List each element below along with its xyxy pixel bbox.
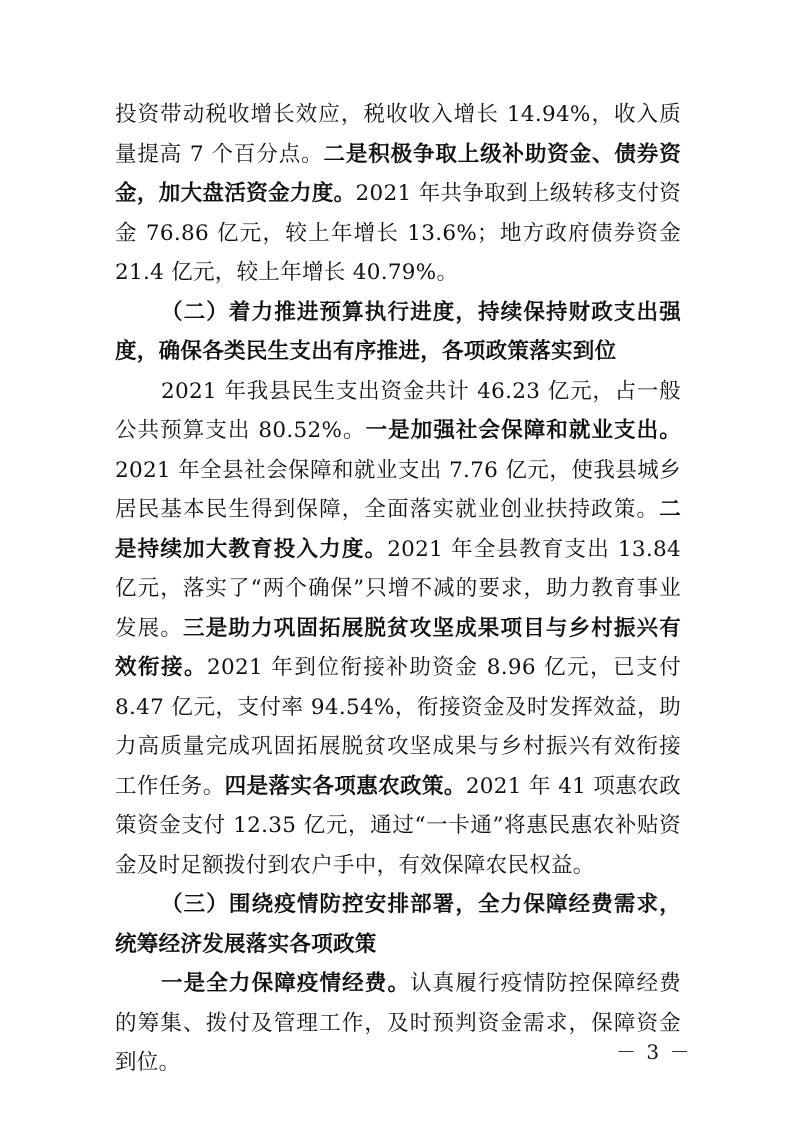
paragraph-epidemic-funding <box>115 964 681 1083</box>
text-run-bold: 二是积极争取上级补助资金、债券资金，加大盘活资金力度。 <box>115 141 681 206</box>
paragraph-livelihood-spending <box>115 372 681 886</box>
section-heading-3 <box>115 885 681 964</box>
text-run: 2021 年到位衔接补助资金 8.96 亿元，已支付 8.47 亿元，支付率 94.54%，衔接资金及时发挥效益，助力高质量完成巩固拓展脱贫攻坚成果与乡村振兴有效衔接工作任务。 <box>115 655 681 799</box>
text-run: 2021 年全县社会保障和就业支出 7.76 亿元，使我县城乡居民基本民生得到保障，全面落实就业创业扶持政策。 <box>115 457 681 522</box>
text-run: 认真履行疫情防控保障经费的筹集、拨付及管理工作，及时预判资金需求，保障资金到位。 <box>115 971 681 1075</box>
text-run-bold: 一是加强社会保障和就业支出。 <box>365 418 682 443</box>
text-run: 投资带动税收增长效应，税收收入增长 14.94%，收入质量提高 7 个百分点。 <box>115 102 681 167</box>
heading-text: （二）着力推进预算执行进度，持续保持财政支出强度，确保各类民生支出有序推进，各项政策落实到位 <box>115 299 681 364</box>
text-run-bold: 一是全力保障疫情经费。 <box>161 971 411 996</box>
text-run-bold: 四是落实各项惠农政策。 <box>224 773 466 799</box>
heading-text: （三）围绕疫情防控安排部署，全力保障经费需求，统筹经济发展落实各项政策 <box>115 892 681 957</box>
text-run: 2021 年共争取到上级转移支付资金 76.86 亿元，较上年增长 13.6%；地方政府债券资金 21.4 亿元，较上年增长 40.79%。 <box>115 181 681 285</box>
section-heading-2 <box>115 293 681 372</box>
page-number: － 3 － <box>616 1040 692 1064</box>
text-run-bold: 三是助力巩固拓展脱贫攻坚成果项目与乡村振兴有效衔接。 <box>115 615 681 680</box>
text-run: 2021 年我县民生支出资金共计 46.23 亿元，占一般公共预算支出 80.52%。 <box>115 378 681 443</box>
text-run: 2021 年全县教育支出 13.84 亿元，落实了“两个确保”只增不减的要求，助力教育事业发展。 <box>115 536 681 641</box>
document-page <box>115 95 681 1083</box>
paragraph-revenue-growth <box>115 95 681 293</box>
text-run-bold: 二是持续加大教育投入力度。 <box>115 497 681 562</box>
text-run: 2021 年 41 项惠农政策资金支付 12.35 亿元，通过“一卡通”将惠民惠农补贴资金及时足额拨付到农户手中，有效保障农民权益。 <box>115 773 681 878</box>
